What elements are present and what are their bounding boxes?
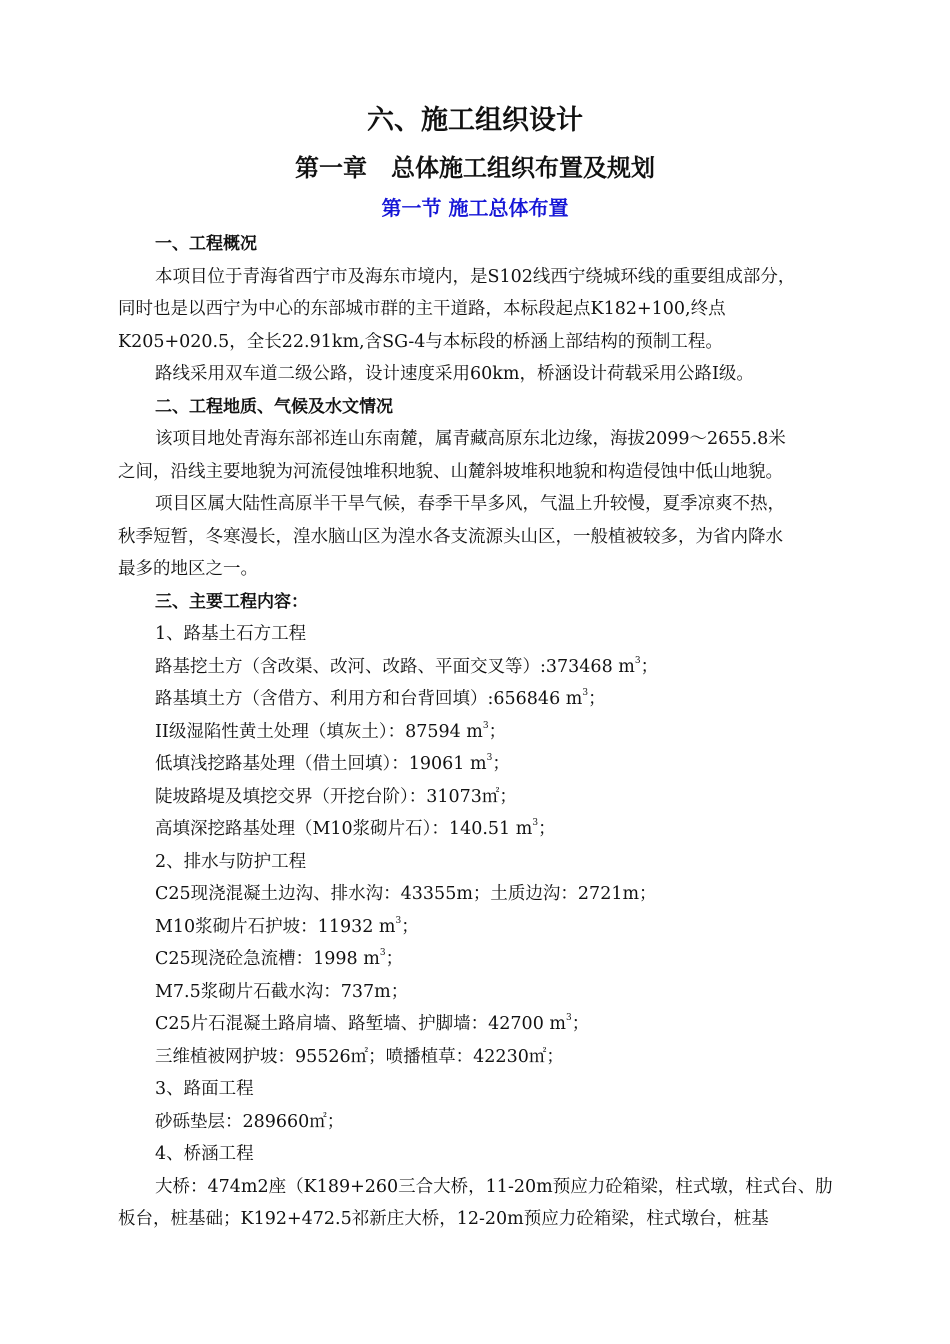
climate-line-2: 秋季短暂，冬寒漫长，湟水脑山区为湟水各支流源头山区，一般植被较多，为省内降水	[118, 526, 783, 547]
item-drainage-1: C25现浇混凝土边沟、排水沟：43355m；土质边沟：2721m；	[155, 884, 657, 904]
item-bridges-1: 大桥：474m2座（K189+260三合大桥，11-20m预应力砼箱梁，柱式墩，柱式台、肋	[155, 1176, 833, 1197]
item-earthwork-1: 路基挖土方（含改渠、改河、改路、平面交叉等）:373468 $m^3$；	[155, 655, 659, 677]
item-earthwork-3: II级湿陷性黄土处理（填灰土）：87594 $m^3$；	[155, 720, 507, 742]
group-bridges: 4、桥涵工程	[155, 1144, 254, 1164]
climate-line-3: 最多的地区之一。	[118, 559, 258, 579]
heading-overview: 一、工程概况	[155, 234, 257, 254]
item-drainage-6: 三维植被网护坡：95526㎡；喷播植草：42230㎡；	[155, 1046, 564, 1067]
item-drainage-4: M7.5浆砌片石截水沟：737m；	[155, 981, 409, 1002]
section-title: 第一节 施工总体布置	[381, 196, 569, 220]
group-drainage: 2、排水与防护工程	[155, 851, 307, 872]
overview-line-3: K205+020.5，全长22.91km,含SG-4与本标段的桥涵上部结构的预制工程。	[118, 331, 723, 352]
geology-line-2: 之间，沿线主要地貌为河流侵蚀堆积地貌、山麓斜坡堆积地貌和构造侵蚀中低山地貌。	[118, 461, 783, 482]
item-bridges-2: 板台，桩基础；K192+472.5祁新庄大桥，12-20m预应力砼箱梁，柱式墩台，桩基	[118, 1209, 769, 1229]
item-drainage-2: M10浆砌片石护坡：11932 $m^3$；	[155, 915, 419, 937]
overview-line-2: 同时也是以西宁为中心的东部城市群的主干道路，本标段起点K182+100,终点	[118, 299, 726, 319]
body-text	[118, 228, 853, 1236]
group-earthwork: 1、路基土石方工程	[155, 624, 307, 644]
item-drainage-5: C25片石混凝土路肩墙、路堑墙、护脚墙：42700 $m^3$；	[155, 1013, 590, 1034]
item-earthwork-2: 路基填土方（含借方、利用方和台背回填）:656846 $m^3$；	[155, 688, 606, 709]
item-earthwork-6: 高填深挖路基处理（M10浆砌片石）：140.51 $m^3$；	[155, 818, 556, 839]
overview-line-1: 本项目位于青海省西宁市及海东市境内，是S102线西宁绕城环线的重要组成部分，	[155, 266, 796, 287]
item-earthwork-5: 陡坡路堤及填挖交界（开挖台阶）：31073㎡；	[155, 786, 517, 807]
item-drainage-3: C25现浇砼急流槽：1998 $m^3$；	[155, 948, 404, 969]
group-pavement: 3、路面工程	[155, 1079, 254, 1099]
item-earthwork-4: 低填浅挖路基处理（借土回填）：19061 $m^3$；	[155, 753, 510, 774]
heading-main-works: 三、主要工程内容：	[155, 591, 308, 612]
document-title: 六、施工组织设计	[367, 105, 583, 136]
heading-geology: 二、工程地质、气候及水文情况	[155, 396, 393, 417]
item-pavement-1: 砂砾垫层：289660㎡；	[155, 1111, 345, 1132]
overview-line-4: 路线采用双车道二级公路，设计速度采用60km，桥涵设计荷载采用公路Ⅰ级。	[155, 364, 754, 384]
climate-line-1: 项目区属大陆性高原半干旱气候，春季干旱多风，气温上升较慢，夏季凉爽不热，	[155, 494, 785, 514]
chapter-title: 第一章 总体施工组织布置及规划	[295, 154, 655, 182]
geology-line-1: 该项目地处青海东部祁连山东南麓，属青藏高原东北边缘，海拔2099～2655.8米	[155, 429, 786, 449]
